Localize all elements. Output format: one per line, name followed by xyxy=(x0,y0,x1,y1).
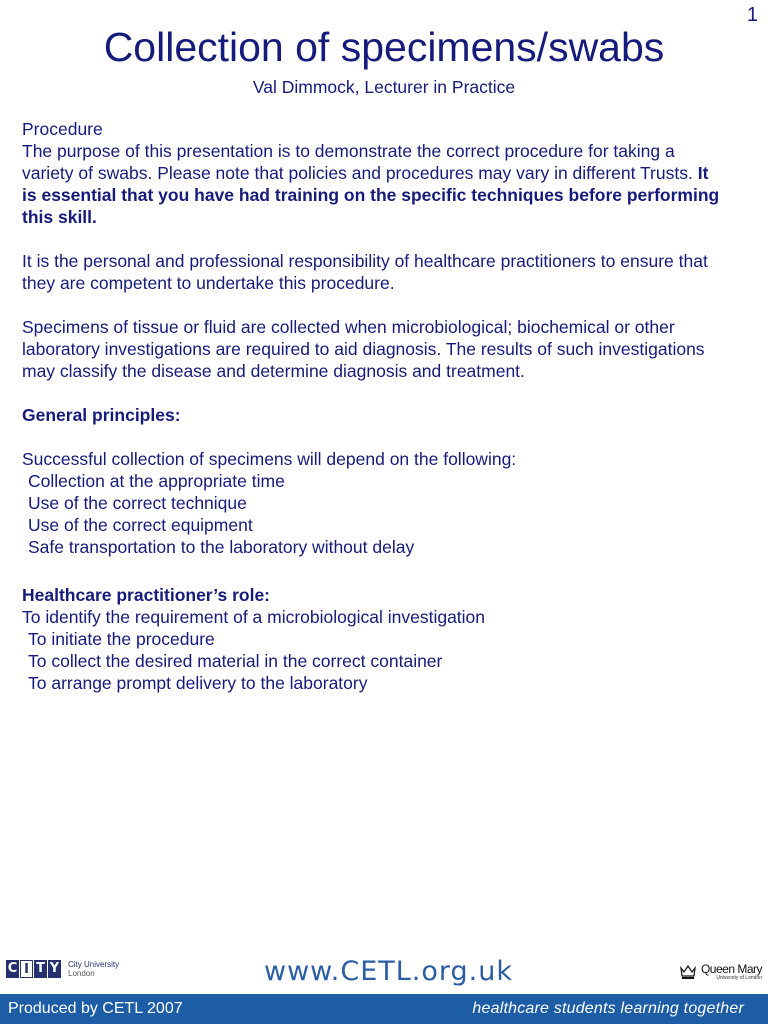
general-principles-intro: Successful collection of specimens will depend on the following: xyxy=(22,449,517,469)
principle-item: Safe transportation to the laboratory without delay xyxy=(28,537,415,557)
logo-row xyxy=(0,956,768,992)
page-title: Collection of specimens/swabs xyxy=(103,24,665,70)
footer-bar xyxy=(0,994,768,1024)
crown-icon xyxy=(678,962,698,982)
role-item: To arrange prompt delivery to the laboratory xyxy=(28,673,368,693)
qm-logo-name: Queen Mary xyxy=(700,962,762,976)
city-logo-line1: City University xyxy=(68,960,120,969)
city-logo-letter: C xyxy=(7,961,18,976)
principle-item: Use of the correct technique xyxy=(28,493,247,513)
role-heading: Healthcare practitioner’s role: xyxy=(22,585,270,605)
city-logo-letter: T xyxy=(34,960,47,978)
role-item: To initiate the procedure xyxy=(28,629,215,649)
city-university-logo xyxy=(6,960,119,978)
city-logo-mark xyxy=(6,960,62,978)
document-body xyxy=(22,118,722,694)
page-subtitle: Val Dimmock, Lecturer in Practice xyxy=(252,77,516,97)
page-number: 1 xyxy=(746,4,758,26)
footer-tagline: healthcare students learning together xyxy=(472,1000,744,1017)
role-item: To collect the desired material in the correct container xyxy=(28,651,443,671)
intro-bold-warning: It is essential that you have had training on the specific techniques before performing this skill. xyxy=(22,163,720,227)
responsibility-paragraph: It is the personal and professional responsibility of healthcare practitioners to ensure that they are competent to undertake this procedure. xyxy=(22,251,708,293)
footer-credit: Produced by CETL 2007 xyxy=(8,1000,183,1017)
intro-text: The purpose of this presentation is to demonstrate the correct procedure for taking a variety of swabs. Please note that policies and procedures may vary in different Trusts. xyxy=(22,141,693,183)
city-logo-letter: I xyxy=(20,960,33,978)
general-principles-heading: General principles: xyxy=(22,405,181,425)
website-link[interactable]: www.CETL.org.uk xyxy=(264,956,513,987)
qm-logo-sub: University of London xyxy=(716,975,762,981)
intro-paragraph xyxy=(22,140,722,228)
principle-item: Collection at the appropriate time xyxy=(28,471,285,491)
principle-item: Use of the correct equipment xyxy=(28,515,253,535)
procedure-heading: Procedure xyxy=(22,119,103,139)
city-logo-line2: London xyxy=(68,969,95,978)
specimens-paragraph: Specimens of tissue or fluid are collected when microbiological; biochemical or other laboratory investigations are required to aid diagnosis. The results of such investigations may classify the disease and determine diagnosis and treatment. xyxy=(22,317,705,381)
queen-mary-logo xyxy=(678,962,762,982)
role-item: To identify the requirement of a microbiological investigation xyxy=(22,607,486,627)
city-logo-letter: Y xyxy=(49,961,60,976)
